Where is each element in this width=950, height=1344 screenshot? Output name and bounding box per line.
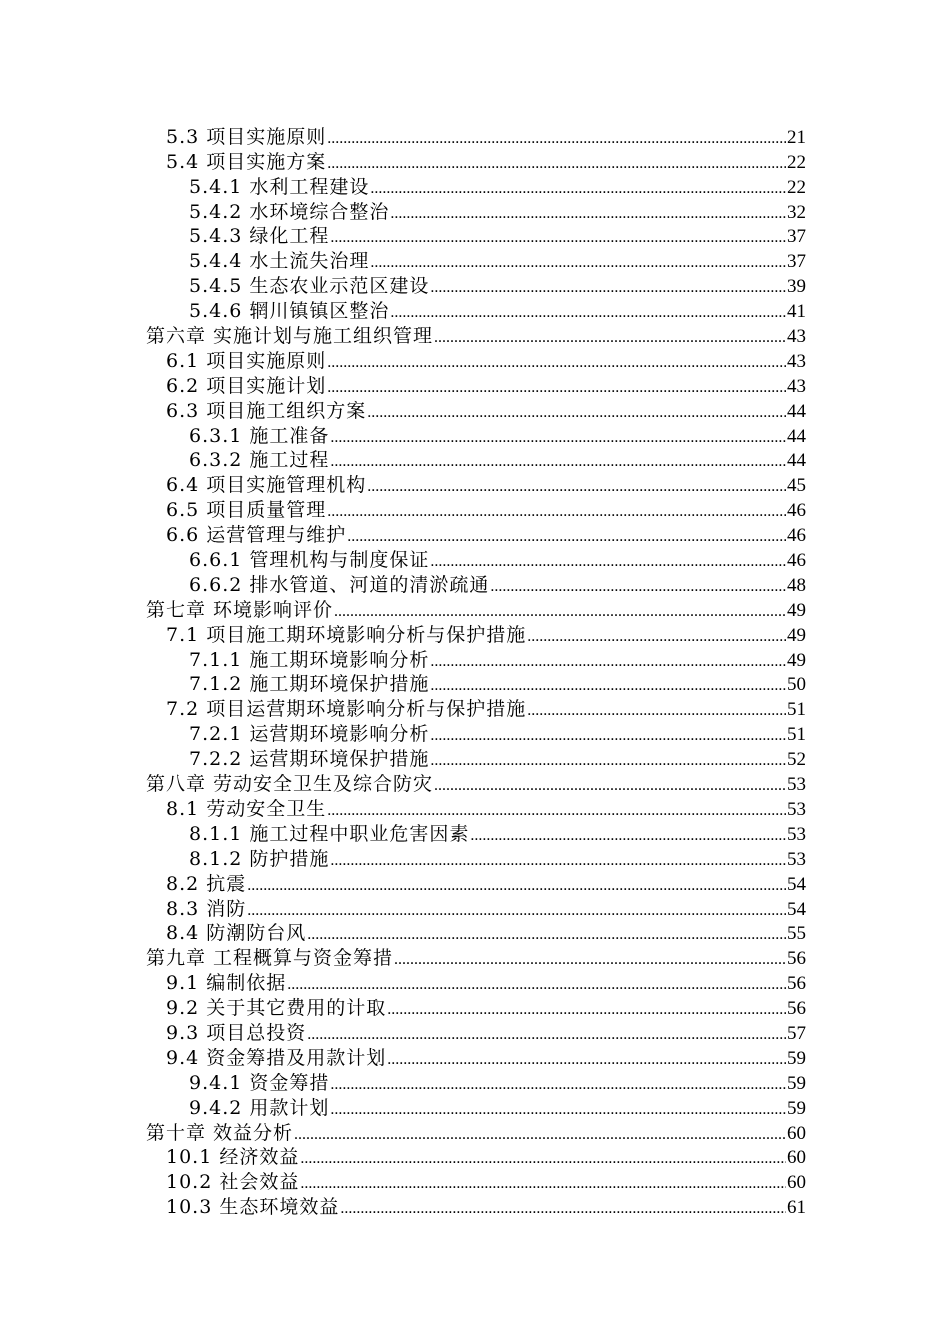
toc-entry-title: 5.4.2 水环境综合整治 — [189, 200, 390, 223]
dot-leader — [430, 751, 786, 771]
toc-entry[interactable] — [146, 672, 806, 697]
toc-entry[interactable] — [146, 746, 806, 771]
toc-entry-page-number: 52 — [787, 749, 806, 771]
toc-entry[interactable] — [146, 1169, 806, 1194]
toc-entry-page-number: 44 — [787, 450, 806, 472]
dot-leader — [294, 1125, 786, 1145]
toc-entry-page-number: 44 — [787, 400, 806, 422]
dot-leader — [367, 403, 786, 423]
toc-entry-title: 6.6.1 管理机构与制度保证 — [189, 549, 430, 572]
toc-entry-page-number: 32 — [787, 201, 806, 223]
toc-entry-page-number: 53 — [787, 848, 806, 870]
toc-entry-title: 8.1.1 施工过程中职业危害因素 — [189, 822, 470, 845]
toc-entry-title: 9.4.1 资金筹措 — [189, 1071, 330, 1094]
toc-entry[interactable] — [146, 472, 806, 497]
toc-entry[interactable] — [146, 448, 806, 473]
toc-entry-title: 5.3 项目实施原则 — [166, 125, 327, 148]
toc-entry-page-number: 49 — [787, 624, 806, 646]
dot-leader — [470, 826, 786, 846]
toc-entry[interactable] — [146, 846, 806, 871]
toc-entry[interactable] — [146, 298, 806, 323]
dot-leader — [330, 1075, 786, 1095]
toc-entry-page-number: 41 — [787, 301, 806, 323]
dot-leader — [390, 303, 786, 323]
toc-entry-page-number: 55 — [787, 923, 806, 945]
toc-entry[interactable] — [146, 423, 806, 448]
toc-entry-title: 10.3 生态环境效益 — [166, 1196, 340, 1219]
toc-entry-title: 6.6.2 排水管道、河道的清淤疏通 — [189, 573, 490, 596]
toc-entry-page-number: 48 — [787, 574, 806, 596]
toc-entry[interactable] — [146, 199, 806, 224]
toc-entry-page-number: 46 — [787, 550, 806, 572]
toc-entry[interactable] — [146, 796, 806, 821]
table-of-contents — [146, 124, 806, 1219]
toc-entry[interactable] — [146, 149, 806, 174]
dot-leader — [330, 452, 786, 472]
dot-leader — [247, 876, 786, 896]
toc-entry-title: 第八章 劳动安全卫生及综合防灾 — [146, 773, 434, 796]
toc-entry-page-number: 39 — [787, 276, 806, 298]
dot-leader — [327, 129, 786, 149]
dot-leader — [390, 204, 786, 224]
dot-leader — [370, 253, 786, 273]
toc-entry[interactable] — [146, 1020, 806, 1045]
toc-entry[interactable] — [146, 622, 806, 647]
toc-entry-page-number: 49 — [787, 599, 806, 621]
toc-entry-title: 9.2 关于其它费用的计取 — [166, 997, 387, 1020]
toc-entry[interactable] — [146, 970, 806, 995]
dot-leader — [330, 428, 786, 448]
toc-entry-title: 5.4.4 水土流失治理 — [189, 250, 370, 273]
dot-leader — [327, 378, 786, 398]
toc-entry-title: 第九章 工程概算与资金筹措 — [146, 947, 394, 970]
toc-entry-page-number: 49 — [787, 649, 806, 671]
dot-leader — [327, 502, 786, 522]
toc-entry-title: 6.3.2 施工过程 — [189, 449, 330, 472]
toc-entry-page-number: 57 — [787, 1022, 806, 1044]
toc-entry[interactable] — [146, 597, 806, 622]
dot-leader — [330, 851, 786, 871]
toc-entry[interactable] — [146, 547, 806, 572]
toc-entry[interactable] — [146, 696, 806, 721]
toc-entry-title: 10.2 社会效益 — [166, 1171, 300, 1194]
toc-entry-page-number: 22 — [787, 176, 806, 198]
dot-leader — [527, 701, 786, 721]
toc-entry-title: 7.1.2 施工期环境保护措施 — [189, 673, 430, 696]
toc-entry[interactable] — [146, 497, 806, 522]
toc-entry[interactable] — [146, 647, 806, 672]
toc-entry-title: 7.2.2 运营期环境保护措施 — [189, 748, 430, 771]
toc-entry[interactable] — [146, 348, 806, 373]
toc-entry-page-number: 43 — [787, 326, 806, 348]
toc-entry-page-number: 50 — [787, 674, 806, 696]
toc-entry-title: 8.1.2 防护措施 — [189, 847, 330, 870]
toc-entry[interactable] — [146, 771, 806, 796]
toc-entry[interactable] — [146, 721, 806, 746]
toc-entry-page-number: 22 — [787, 151, 806, 173]
dot-leader — [527, 627, 786, 647]
toc-entry-page-number: 44 — [787, 425, 806, 447]
toc-entry-title: 6.6 运营管理与维护 — [166, 524, 347, 547]
toc-entry-page-number: 60 — [787, 1122, 806, 1144]
dot-leader — [340, 1199, 786, 1219]
toc-entry-page-number: 60 — [787, 1147, 806, 1169]
toc-entry-title: 5.4 项目实施方案 — [166, 150, 327, 173]
dot-leader — [434, 776, 786, 796]
toc-entry-page-number: 46 — [787, 500, 806, 522]
toc-entry-title: 9.4.2 用款计划 — [189, 1096, 330, 1119]
toc-entry-title: 6.5 项目质量管理 — [166, 499, 327, 522]
toc-entry-title: 6.2 项目实施计划 — [166, 374, 327, 397]
toc-entry[interactable] — [146, 1045, 806, 1070]
toc-entry-page-number: 60 — [787, 1172, 806, 1194]
toc-entry[interactable] — [146, 522, 806, 547]
toc-entry[interactable] — [146, 1145, 806, 1170]
toc-entry-title: 6.1 项目实施原则 — [166, 349, 327, 372]
dot-leader — [430, 278, 786, 298]
dot-leader — [434, 328, 786, 348]
toc-entry[interactable] — [146, 224, 806, 249]
toc-entry[interactable] — [146, 248, 806, 273]
dot-leader — [300, 1149, 786, 1169]
toc-entry-page-number: 59 — [787, 1072, 806, 1094]
dot-leader — [370, 179, 786, 199]
toc-entry-title: 6.3.1 施工准备 — [189, 424, 330, 447]
toc-entry[interactable] — [146, 945, 806, 970]
toc-entry-page-number: 51 — [787, 699, 806, 721]
dot-leader — [327, 154, 786, 174]
dot-leader — [430, 652, 786, 672]
toc-entry-page-number: 51 — [787, 724, 806, 746]
toc-entry-page-number: 21 — [787, 126, 806, 148]
toc-entry-title: 7.1 项目施工期环境影响分析与保护措施 — [166, 623, 527, 646]
dot-leader — [387, 1000, 786, 1020]
toc-entry-title: 5.4.1 水利工程建设 — [189, 175, 370, 198]
toc-entry-title: 5.4.3 绿化工程 — [189, 225, 330, 248]
dot-leader — [394, 950, 786, 970]
toc-entry[interactable] — [146, 995, 806, 1020]
toc-entry-page-number: 56 — [787, 973, 806, 995]
toc-entry[interactable] — [146, 373, 806, 398]
toc-entry-page-number: 53 — [787, 774, 806, 796]
toc-entry-page-number: 46 — [787, 525, 806, 547]
toc-entry-title: 9.4 资金筹措及用款计划 — [166, 1046, 387, 1069]
dot-leader — [330, 1100, 786, 1120]
toc-entry-title: 第六章 实施计划与施工组织管理 — [146, 325, 434, 348]
toc-entry-page-number: 45 — [787, 475, 806, 497]
toc-entry-title: 7.2.1 运营期环境影响分析 — [189, 723, 430, 746]
dot-leader — [387, 1050, 786, 1070]
toc-entry-title: 9.3 项目总投资 — [166, 1021, 307, 1044]
toc-entry[interactable] — [146, 921, 806, 946]
toc-entry[interactable] — [146, 398, 806, 423]
dot-leader — [490, 577, 786, 597]
toc-entry-title: 8.2 抗震 — [166, 872, 247, 895]
toc-entry-title: 第十章 效益分析 — [146, 1121, 294, 1144]
toc-entry-title: 5.4.6 辋川镇镇区整治 — [189, 300, 390, 323]
toc-entry[interactable] — [146, 896, 806, 921]
toc-entry-page-number: 43 — [787, 375, 806, 397]
toc-entry-title: 7.1.1 施工期环境影响分析 — [189, 648, 430, 671]
toc-entry-page-number: 53 — [787, 798, 806, 820]
toc-entry-page-number: 61 — [787, 1197, 806, 1219]
toc-entry[interactable] — [146, 124, 806, 149]
toc-entry[interactable] — [146, 1095, 806, 1120]
toc-entry-title: 8.1 劳动安全卫生 — [166, 797, 327, 820]
toc-entry[interactable] — [146, 1194, 806, 1219]
toc-entry[interactable] — [146, 871, 806, 896]
toc-entry-page-number: 37 — [787, 226, 806, 248]
dot-leader — [247, 901, 786, 921]
toc-entry-page-number: 43 — [787, 350, 806, 372]
dot-leader — [367, 477, 786, 497]
toc-entry-page-number: 53 — [787, 823, 806, 845]
toc-entry-page-number: 56 — [787, 948, 806, 970]
toc-entry-title: 9.1 编制依据 — [166, 972, 287, 995]
toc-entry-title: 第七章 环境影响评价 — [146, 598, 334, 621]
toc-entry-title: 6.4 项目实施管理机构 — [166, 474, 367, 497]
toc-entry-title: 6.3 项目施工组织方案 — [166, 399, 367, 422]
toc-entry-page-number: 54 — [787, 873, 806, 895]
toc-entry[interactable] — [146, 323, 806, 348]
toc-entry-page-number: 37 — [787, 251, 806, 273]
toc-entry[interactable] — [146, 572, 806, 597]
toc-entry[interactable] — [146, 1120, 806, 1145]
dot-leader — [330, 228, 786, 248]
toc-entry-title: 7.2 项目运营期环境影响分析与保护措施 — [166, 698, 527, 721]
toc-entry-title: 5.4.5 生态农业示范区建设 — [189, 275, 430, 298]
toc-entry[interactable] — [146, 273, 806, 298]
toc-entry-page-number: 54 — [787, 898, 806, 920]
toc-entry-title: 10.1 经济效益 — [166, 1146, 300, 1169]
dot-leader — [430, 726, 786, 746]
toc-entry-title: 8.3 消防 — [166, 897, 247, 920]
toc-entry-page-number: 56 — [787, 998, 806, 1020]
toc-entry[interactable] — [146, 821, 806, 846]
toc-entry[interactable] — [146, 1070, 806, 1095]
toc-entry-page-number: 59 — [787, 1097, 806, 1119]
toc-entry[interactable] — [146, 174, 806, 199]
toc-entry-page-number: 59 — [787, 1047, 806, 1069]
dot-leader — [300, 1174, 786, 1194]
dot-leader — [327, 353, 786, 373]
toc-entry-title: 8.4 防潮防台风 — [166, 922, 307, 945]
